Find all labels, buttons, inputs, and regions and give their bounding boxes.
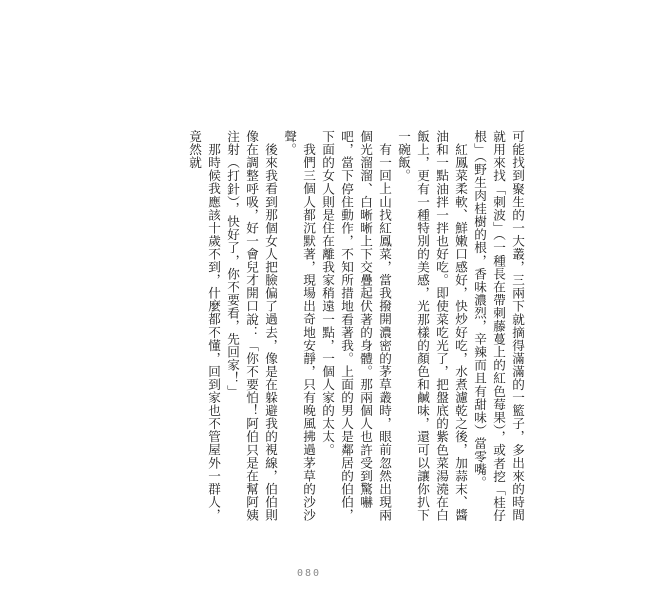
- paragraph: 可能找到聚生的一大叢，三兩下就摘得滿滿的一籃子，多出來的時間就用來找「刺波」（一種長在帶刺藤蔓上的紅色莓果），或者挖「桂仔根」（野生肉桂樹的根，香味濃烈，辛辣而且有甜味）當零嘴。: [472, 130, 525, 522]
- paragraph: 我們三個人都沉默著，現場出奇地安靜，只有晚風拂過茅草的沙沙聲。: [282, 130, 316, 522]
- page-number: 080: [297, 568, 322, 579]
- paragraph: 有一回上山找紅鳳菜，當我撥開濃密的茅草叢時，眼前忽然出現兩個光溜溜、白晰晰上下交疊起伏著的身體。那兩個人也許受到驚嚇吧，當下停住動作，不知所措地看著我。上面的男人是鄰居的伯伯，下面的女人則是住在離我家稍遠一點，一個人家的太太。: [320, 130, 392, 522]
- paragraph: 那時候我應該十歲不到，什麼都不懂，回到家也不管屋外一群人，竟然就: [187, 130, 221, 522]
- paragraph: 後來我看到那個女人把臉偏了過去，像是在躲避我的視線，伯伯則像在調整呼吸，好一會兒才開口說：「你不要怕！阿伯只是在幫阿姨注射（打針），快好了，你不要看，先回家！」: [225, 130, 278, 522]
- vertical-text-body: [147, 130, 527, 525]
- paragraph: 紅鳳菜柔軟、鮮嫩口感好，快炒好吃，水煮濾乾之後，加蒜末、醬油和一點油拌一拌也好吃。即使菜吃光了，把盤底的紫色菜湯澆在白飯上，更有一種特別的美感，光那樣的顏色和鹹味，還可以讓你扒下一碗飯。: [396, 130, 468, 522]
